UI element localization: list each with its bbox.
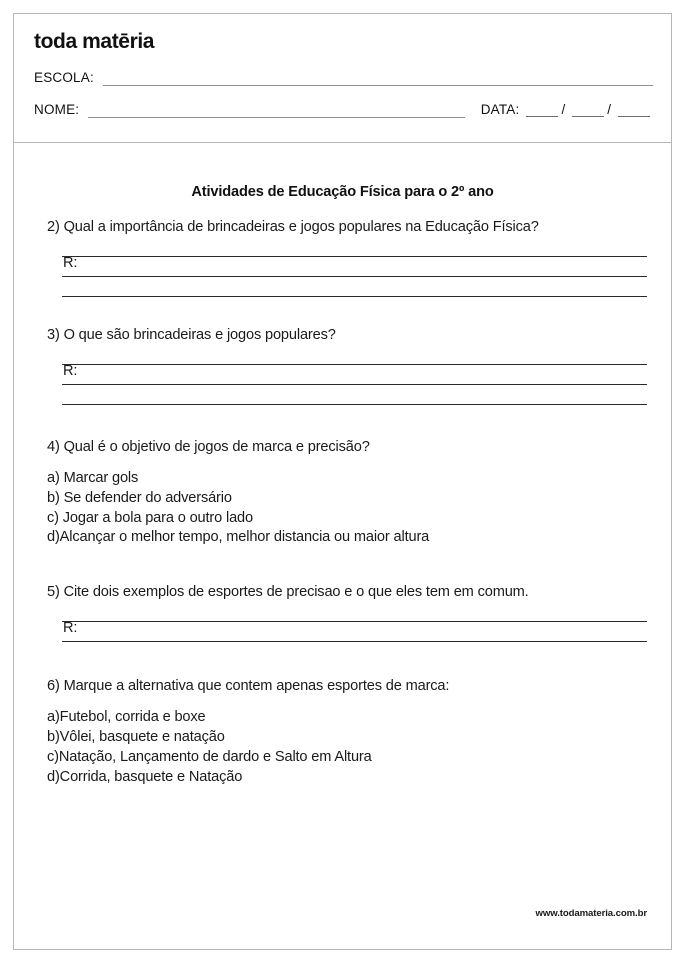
worksheet-header <box>14 14 671 143</box>
question-2-text: 2) Qual a importância de brincadeiras e jogos populares na Educação Física? <box>47 219 539 235</box>
question-2-answer-area <box>47 256 647 297</box>
answer-rule[interactable] <box>62 404 647 405</box>
site-url: www.todamateria.com.br <box>535 908 647 919</box>
question-5-text: 5) Cite dois exemplos de esportes de precisao e o que eles tem em comum. <box>47 584 529 601</box>
worksheet-page <box>13 13 672 950</box>
answer-prefix: R: <box>63 362 78 379</box>
option-d[interactable]: d)Corrida, basquete e Natação <box>47 768 243 785</box>
name-input-rule[interactable] <box>88 117 464 118</box>
question-4-text: 4) Qual é o objetivo de jogos de marca e precisão? <box>47 438 370 455</box>
date-separator-1: / <box>561 102 566 117</box>
answer-rule[interactable] <box>62 384 647 385</box>
option-b[interactable]: b) Se defender do adversário <box>47 489 232 506</box>
answer-prefix: R: <box>63 254 78 271</box>
question-4-options <box>47 469 647 548</box>
option-a[interactable]: a)Futebol, corrida e boxe <box>47 709 206 726</box>
page-title: Atividades de Educação Física para o 2º ano <box>191 184 494 200</box>
date-month-input[interactable] <box>572 116 604 117</box>
date-field-group <box>481 103 653 118</box>
question-5-answer-area <box>47 621 647 642</box>
answer-rule[interactable] <box>62 621 647 622</box>
brand-logo: toda matēria <box>34 30 155 53</box>
option-b[interactable]: b)Vôlei, basquete e natação <box>47 729 225 746</box>
answer-rule[interactable] <box>62 364 647 365</box>
option-c[interactable]: c)Natação, Lançamento de dardo e Salto em Altura <box>47 748 372 765</box>
school-input-rule[interactable] <box>103 85 653 86</box>
option-d[interactable]: d)Alcançar o melhor tempo, melhor distancia ou maior altura <box>47 529 430 546</box>
answer-prefix: R: <box>63 620 78 637</box>
answer-rule[interactable] <box>62 641 647 642</box>
school-label: ESCOLA: <box>34 70 94 85</box>
answer-rule[interactable] <box>62 296 647 297</box>
worksheet-body <box>14 143 671 949</box>
school-field-row <box>34 71 653 86</box>
option-a[interactable]: a) Marcar gols <box>47 469 139 486</box>
question-6-text: 6) Marque a alternativa que contem apenas esportes de marca: <box>47 678 450 695</box>
date-year-input[interactable] <box>618 116 650 117</box>
name-field-row <box>34 103 653 118</box>
question-3-answer-area <box>47 364 647 405</box>
question-3-text: 3) O que são brincadeiras e jogos populares? <box>47 326 336 343</box>
date-separator-2: / <box>607 102 611 117</box>
date-label: DATA: <box>480 102 520 117</box>
worksheet-footer <box>14 908 671 949</box>
answer-rule[interactable] <box>62 276 647 277</box>
questions-container <box>14 218 671 788</box>
question-6-options <box>47 708 647 787</box>
answer-rule[interactable] <box>62 256 647 257</box>
option-c[interactable]: c) Jogar a bola para o outro lado <box>47 509 253 526</box>
date-day-input[interactable] <box>526 116 558 117</box>
name-label: NOME: <box>34 102 80 117</box>
